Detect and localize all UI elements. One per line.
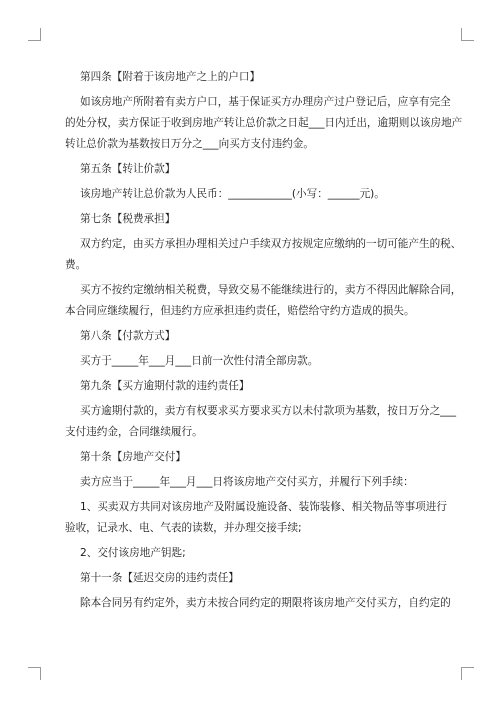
article-10-item-1	[65, 497, 447, 539]
article-7-body-1	[65, 234, 462, 276]
text-line: 第九条【买方逾期付款的违约责任】	[80, 380, 250, 392]
corner-mark-bottom-left	[28, 667, 41, 680]
corner-mark-top-right	[461, 28, 474, 41]
text-line: 第十一条【延迟交房的违约责任】	[80, 572, 239, 584]
article-4-heading	[80, 67, 440, 88]
text-line: 的处分权，卖方保证于收到房地产转让总价款之日起___日内迁出，逾期则以该房地产	[65, 117, 463, 129]
article-5-body	[80, 184, 440, 205]
article-11-body	[80, 593, 451, 614]
article-8-heading	[80, 326, 440, 347]
text-line: 双方约定，由买方承担办理相关过户手续双方按规定应缴纳的一切可能产生的税、	[80, 238, 462, 250]
text-line: 转让总价款为基数按日万分之___向买方支付违约金。	[65, 138, 314, 150]
text-line: 第八条【付款方式】	[80, 330, 176, 342]
text-line: 买方逾期付款的，卖方有权要求买方要求买方以未付款项为基数，按日万分之___	[80, 405, 457, 417]
text-line: 2、交付该房地产钥匙;	[80, 547, 186, 559]
text-line: 1、买卖双方共同对该房地产及附属设施设备、装饰装修、相关物品等事项进行	[80, 501, 447, 513]
text-line: 第五条【转让价款】	[80, 163, 176, 175]
text-line: 第七条【税费承担】	[80, 213, 176, 225]
text-line: 费。	[65, 259, 87, 271]
text-line: 卖方应当于_____年___月___日将该房地产交付买方，并履行下列手续：	[80, 476, 414, 488]
document-body	[65, 67, 463, 618]
article-8-body	[80, 351, 440, 372]
text-line: 本合同应继续履行，但违约方应承担违约责任，赔偿给守约方造成的损失。	[65, 305, 415, 317]
corner-mark-top-left	[28, 28, 41, 41]
text-line: 除本合同另有约定外，卖方未按合同约定的期限将该房地产交付买方，自约定的	[80, 597, 451, 609]
article-9-body	[65, 401, 457, 443]
corner-mark-bottom-right	[461, 667, 474, 680]
text-line: 第十条【房地产交付】	[80, 451, 186, 463]
article-10-item-2	[80, 543, 440, 564]
article-11-heading	[80, 568, 440, 589]
text-line: 第四条【附着于该房地产之上的户口】	[80, 71, 261, 83]
article-7-body-2	[65, 280, 462, 322]
article-10-body	[80, 472, 440, 493]
text-line: 该房地产转让总价款为人民币：____________(小写：______元)。	[80, 188, 385, 200]
text-line: 买方不按约定缴纳相关税费，导致交易不能继续进行的，卖方不得因此解除合同，	[80, 284, 462, 296]
article-4-body	[65, 92, 463, 155]
text-line: 验收，记录水、电、气表的读数，并办理交接手续;	[65, 522, 302, 534]
article-5-heading	[80, 159, 440, 180]
text-line: 如该房地产所附着有卖方户口，基于保证买方办理房产过户登记后，应享有完全	[80, 96, 451, 108]
article-10-heading	[80, 447, 440, 468]
text-line: 买方于_____年___月___日前一次性付清全部房款。	[80, 355, 319, 367]
article-7-heading	[80, 209, 440, 230]
text-line: 支付违约金，合同继续履行。	[65, 426, 203, 438]
article-9-heading	[80, 376, 440, 397]
